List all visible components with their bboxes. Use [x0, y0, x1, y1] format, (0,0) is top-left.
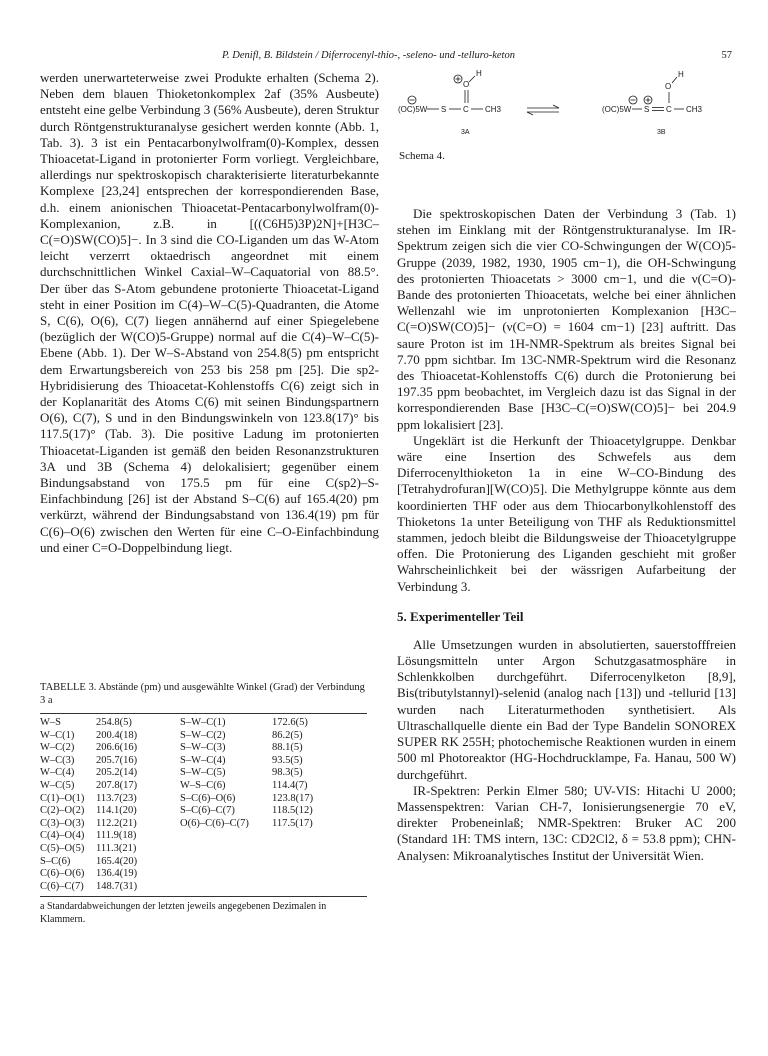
table-cell: W–C(2)	[40, 742, 75, 754]
body-paragraph: Die spektroskopischen Daten der Verbindung 3 (Tab. 1) stehen im Einklang mit der Röntgenstrukturanalyse. Im IR-Spektrum zeigen sich die vier CO-Schwingungen der W(CO)5-Gruppe (2039, 1982, 1930, 1905 cm−1), die OH-Schwingung des protonierten Thioacetats > 3000 cm−1, und die ν(C=O)-Bande des protonierten Thioacetats, welche bei einer ähnlichen Wellenzahl wie im unprotonierten Komplexanion [H3C–C(=O)SW(CO)5]− (ν(C=O) = 1604 cm−1) [23] auftritt. Das saure Proton ist im 1H-NMR-Spektrum als breites Signal bei 7.70 ppm sichtbar. Im 13C-NMR-Spektrum wird die Resonanz des Thioacetat-Kohlenstoffs C(6) durch die Protonierung bei 197.35 ppm beobachtet, im Vergleich dazu ist das Signal in der korrespondierenden Base [H3C–C(=O)SW(CO)5]− bei 204.9 ppm lokalisiert [23].	[397, 206, 736, 432]
table-cell: W–C(4)	[40, 767, 75, 779]
table-cell: S–C(6)–O(6)	[180, 792, 236, 804]
table-cell: 207.8(17)	[96, 779, 138, 791]
table-row	[40, 881, 367, 894]
table-cell: C(4)–O(4)	[40, 830, 85, 842]
table-cell: S–C(6)–C(7)	[180, 805, 235, 817]
table-cell: W–C(5)	[40, 779, 75, 791]
body-paragraph: IR-Spektren: Perkin Elmer 580; UV-VIS: Hitachi U 2000; Massenspektren: Varian CH-7, Ionisierungsenergie 70 eV, direkter Probeneinlaß; NMR-Spektren: Bruker AC 200 (Standard 1H: TMS intern, 13C: CD2Cl2, δ = 53.8 ppm); CHN-Analysen: Mikroanalytisches Institut der Universität Wien.	[397, 782, 736, 863]
table-cell	[272, 881, 367, 894]
distance-angle-table	[40, 717, 367, 893]
table-row	[40, 805, 367, 818]
table-cell: 123.8(17)	[272, 792, 314, 804]
table-row	[40, 868, 367, 881]
resonance-structures-diagram	[397, 70, 736, 152]
body-paragraph: werden unerwarteterweise zwei Produkte erhalten (Schema 2). Neben dem blauen Thioketonkomplex 2af (35% Ausbeute) entsteht eine gelbe Verbindung 3 (56% Ausbeute), deren Struktur durch Röntgenstrukturanalyse gesichert werden konnte (Abb. 1, Tab. 3). 3 ist ein Pentacarbonylwolfram(0)-Komplex, dessen Thioacetat-Ligand in protonierter Form vorliegt. Vergleichbare, allerdings nur spektroskopisch charakterisierte literaturbekannte Komplexe [23,24] entsprechen der korrespondierenden Base, d.h. einem anionischen Thioacetat-Pentacarbonylwolfram(0)-Komplexanion, z.B. in [((C6H5)3P)2N]+[H3C–C(=O)SW(CO)5]−. In 3 sind die CO-Liganden um das W-Atom leicht verzerrt oktaedrisch angeordnet mit einem durchschnittlichen Winkel Caxial–W–Caquatorial von 88.5°. Der über das S-Atom gebundene protonierte Thioacetat-Ligand steht in einer Position im C(4)–W–C(5)-Quadranten, die Atome S, C(6), O(6), C(7) liegen annähernd auf einer Spiegelebene (bezüglich der W(CO)5-Gruppe) normal auf die C(4)–W–C(5)-Ebene (Abb. 1). Der W–S-Abstand von 254.8(5) pm entspricht dem Erwartungsbereich von 253 bis 258 pm [25]. Die sp2-Hybridisierung des Thioacetat-Kohlenstoffs C(6) zeigt sich in der Koplanarität des Atoms C(6) mit seinen Bindungspartnern O(6), C(7), S und in den Bindungswinkeln von 123.8(17)° bis 117.5(17)° (Tab. 3). Die positive Ladung im protonierten Thioacetat-Liganden ist gemäß den beiden Resonanzstrukturen 3A und 3B (Schema 4) delokalisiert; gegenüber einem Bindungsabstand von 175.5 pm für eine C(sp2)–S-Einfachbindung [26] ist der Abstand S–C(6) auf 165.4(20) pm verkürzt, während der Bindungsabstand von 136.4(19) pm für C(6)–O(6) zwischen den Werten für eine C–O-Einfachbindung und einer C=O-Doppelbindung liegt.	[40, 70, 379, 555]
table-row	[40, 830, 367, 843]
table-cell: C(6)–C(7)	[40, 880, 84, 892]
table-cell: 200.4(18)	[96, 729, 138, 741]
right-hydrogen: H	[678, 70, 684, 79]
page-number: 57	[721, 50, 732, 61]
table-cell	[180, 856, 272, 869]
body-paragraph: Ungeklärt ist die Herkunft der Thioacetylgruppe. Denkbar wäre eine Insertion des Schwefels aus dem Diferrocenylthioketon 1a in eine W–CO-Bindung des [Tetrahydrofuran][W(CO)5]. Die Methylgruppe könnte aus dem koordinierten THF oder aus dem Thiocarbonylkohlenstoff des Thioketons 1a unter Beteiligung von THF als Reduktionsmittel stammen, jedoch bleibt die Bildungsweise der Thioacetylgruppe offen. Die Protonierung des Liganden geschieht mit großer Wahrscheinlichkeit bei der wässrigen Aufarbeitung der Verbindung 3.	[397, 432, 736, 594]
table-row	[40, 843, 367, 856]
table-caption: TABELLE 3. Abstände (pm) und ausgewählte Winkel (Grad) der Verbindung 3 a	[40, 682, 365, 706]
running-title: P. Denifl, B. Bildstein / Diferrocenyl-thio-, -seleno- und -telluro-keton	[222, 50, 515, 61]
table-cell	[272, 868, 367, 881]
table-cell: W–C(3)	[40, 754, 75, 766]
right-column	[397, 70, 736, 864]
table-cell	[180, 830, 272, 843]
table-row	[40, 793, 367, 806]
table-cell	[180, 868, 272, 881]
table-cell: S–W–C(5)	[180, 767, 226, 779]
left-w-group: (OC)5W	[398, 105, 428, 114]
table-cell: C(3)–O(3)	[40, 817, 85, 829]
table-cell	[180, 843, 272, 856]
table-cell	[272, 830, 367, 843]
table-cell: 98.3(5)	[272, 767, 303, 779]
table-row	[40, 730, 367, 743]
table-3	[40, 681, 367, 926]
table-cell: C(6)–O(6)	[40, 868, 85, 880]
table-cell: 148.7(31)	[96, 880, 138, 892]
table-cell: 118.5(12)	[272, 805, 313, 817]
table-cell: 93.5(5)	[272, 754, 303, 766]
table-cell: 112.2(21)	[96, 817, 137, 829]
left-oxygen: O	[463, 80, 470, 89]
left-column	[40, 70, 379, 556]
left-sulfur: S	[441, 105, 447, 114]
table-row	[40, 742, 367, 755]
table-cell: 117.5(17)	[272, 817, 313, 829]
table-cell: 114.4(7)	[272, 779, 308, 791]
body-paragraph: Alle Umsetzungen wurden in absolutierten, sauerstofffreien Lösungsmitteln unter Argon Schutzgasatmosphäre in Schlenkkolben durchgeführt. Diferrocenylketon [8,9], Bis(tributylstannyl)-selenid (analog nach [13]) und -tellurid [13] wurden nach Literaturmethoden synthetisiert. Als Ultraschallquelle diente ein Bad der Type Bandelin SONOREX SUPER RK 255H; photochemische Reaktionen wurden in einem 500 ml Photoreaktor (HG-Hochdrucklampe, Fa. Hanau, 500 W) durchgeführt.	[397, 636, 736, 782]
table-cell: C(1)–O(1)	[40, 792, 85, 804]
section-heading: 5. Experimenteller Teil	[397, 608, 524, 624]
table-cell: S–W–C(3)	[180, 742, 226, 754]
table-cell	[180, 881, 272, 894]
table-cell: S–C(6)	[40, 855, 71, 867]
table-cell: 205.2(14)	[96, 767, 138, 779]
table-row	[40, 818, 367, 831]
right-w-group: (OC)5W	[602, 105, 632, 114]
table-footnote: a Standardabweichungen der letzten jeweils angegebenen Dezimalen in Klammern.	[40, 901, 327, 925]
table-cell: 254.8(5)	[96, 717, 132, 728]
table-cell: W–C(1)	[40, 729, 75, 741]
table-cell: S–W–C(1)	[180, 717, 226, 728]
table-row	[40, 767, 367, 780]
table-cell	[272, 856, 367, 869]
scheme-4	[397, 70, 736, 166]
table-cell: 86.2(5)	[272, 729, 303, 741]
right-carbon: C	[666, 105, 672, 114]
table-cell: 172.6(5)	[272, 717, 308, 728]
left-methyl: CH3	[485, 105, 502, 114]
table-row	[40, 780, 367, 793]
table-cell: W–S–C(6)	[180, 779, 226, 791]
table-cell: 111.3(21)	[96, 842, 137, 854]
label-3b: 3B	[657, 129, 666, 136]
table-row	[40, 755, 367, 768]
table-cell: O(6)–C(6)–C(7)	[180, 817, 249, 829]
right-sulfur: S	[644, 105, 650, 114]
table-cell: 206.6(16)	[96, 742, 138, 754]
table-cell: 165.4(20)	[96, 855, 138, 867]
table-cell: W–S	[40, 717, 61, 728]
table-cell: 136.4(19)	[96, 868, 138, 880]
right-methyl: CH3	[686, 105, 703, 114]
table-row	[40, 717, 367, 730]
table-cell: S–W–C(2)	[180, 729, 226, 741]
left-hydrogen: H	[476, 70, 482, 78]
table-cell: 113.7(23)	[96, 792, 137, 804]
table-cell: 111.9(18)	[96, 830, 137, 842]
left-carbon: C	[463, 105, 469, 114]
table-cell: C(5)–O(5)	[40, 842, 85, 854]
table-cell: 88.1(5)	[272, 742, 303, 754]
table-row	[40, 856, 367, 869]
table-cell: 114.1(20)	[96, 805, 137, 817]
right-oxygen: O	[665, 82, 672, 91]
table-cell: 205.7(16)	[96, 754, 138, 766]
table-cell	[272, 843, 367, 856]
label-3a: 3A	[461, 129, 470, 136]
running-header	[40, 50, 732, 64]
table-cell: S–W–C(4)	[180, 754, 226, 766]
scheme-caption: Schema 4.	[399, 150, 445, 162]
table-cell: C(2)–O(2)	[40, 805, 85, 817]
